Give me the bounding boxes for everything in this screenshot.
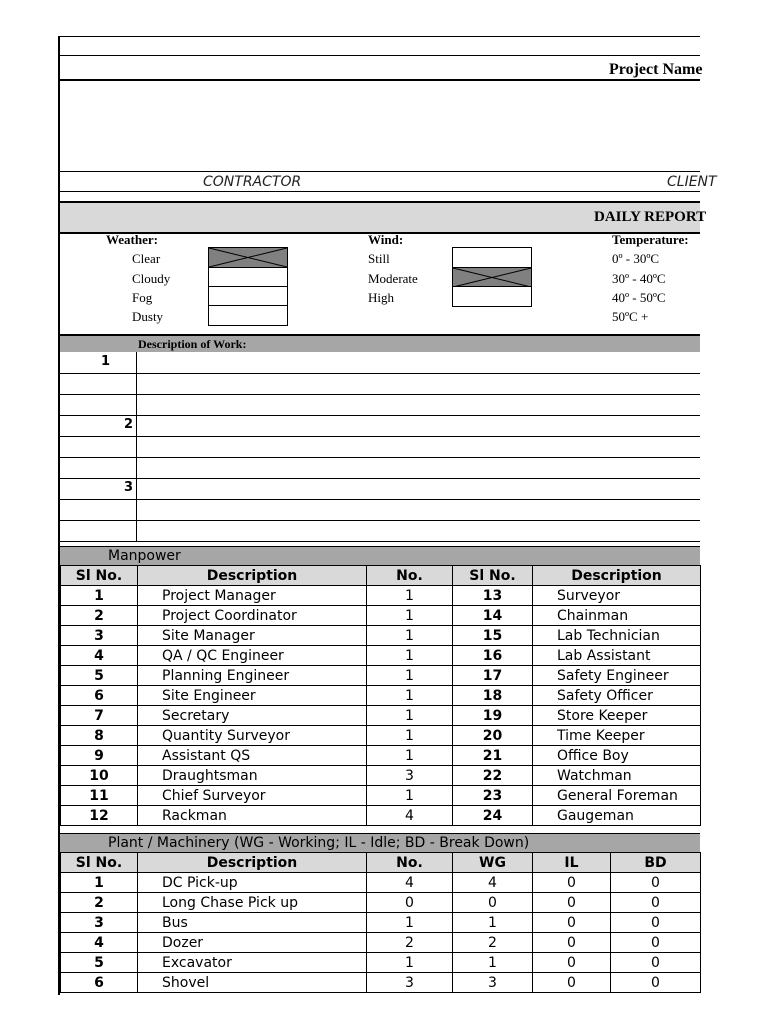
description-cell[interactable]: Gaugeman [533,806,701,826]
temperature-heading: Temperature: [612,232,689,247]
count-cell[interactable]: 1 [367,786,453,806]
work-row[interactable] [60,436,700,458]
work-row[interactable] [60,520,700,542]
description-cell[interactable]: Office Boy [533,746,701,766]
description-cell[interactable]: Assistant QS [138,746,367,766]
description-cell[interactable]: Watchman [533,766,701,786]
description-cell[interactable]: QA / QC Engineer [138,646,367,666]
description-cell[interactable]: Rackman [138,806,367,826]
description-of-work-band [60,334,700,352]
count-cell[interactable]: 1 [367,606,453,626]
count-cell[interactable]: 2 [367,933,453,953]
idle-cell[interactable]: 0 [533,953,611,973]
count-cell[interactable]: 4 [367,873,453,893]
weather-option-fog: Fog [132,290,153,305]
count-cell[interactable]: 1 [367,646,453,666]
description-cell[interactable]: Site Engineer [138,686,367,706]
table-row [61,686,701,706]
table-header-row [61,566,701,586]
description-cell[interactable]: Long Chase Pick up [138,893,367,913]
description-cell[interactable]: Quantity Surveyor [138,726,367,746]
divider [60,79,700,81]
breakdown-cell[interactable]: 0 [611,933,701,953]
sl-no-cell[interactable]: 13 [453,586,533,606]
work-row[interactable] [60,478,700,500]
sl-no-cell[interactable]: 23 [453,786,533,806]
table-row [61,666,701,686]
description-cell[interactable]: Chainman [533,606,701,626]
count-cell[interactable]: 1 [367,726,453,746]
breakdown-cell[interactable]: 0 [611,893,701,913]
table-row [61,913,701,933]
table-row [61,646,701,666]
breakdown-cell[interactable]: 0 [611,913,701,933]
work-item-number: 2 [123,417,133,432]
cross-mark-icon [209,248,287,267]
description-cell[interactable]: Site Manager [138,626,367,646]
client-label: CLIENT [667,174,717,190]
description-cell[interactable]: DC Pick-up [138,873,367,893]
table-row [61,786,701,806]
sl-no-cell[interactable]: 4 [61,933,138,953]
count-cell[interactable]: 1 [367,686,453,706]
description-cell[interactable]: Project Coordinator [138,606,367,626]
sl-no-cell[interactable]: 7 [61,706,138,726]
count-cell[interactable]: 1 [367,626,453,646]
column-header: Description [533,566,701,586]
divider [60,171,700,172]
divider [60,55,700,56]
description-cell[interactable]: Dozer [138,933,367,953]
cross-mark-icon [453,268,531,287]
description-cell[interactable]: Lab Assistant [533,646,701,666]
description-cell[interactable]: Safety Engineer [533,666,701,686]
wind-option-moderate: Moderate [368,271,418,286]
description-of-work-label: Description of Work: [138,337,247,351]
sl-no-cell[interactable]: 6 [61,686,138,706]
manpower-label: Manpower [108,548,181,564]
table-row [61,706,701,726]
weather-option-clear: Clear [132,251,161,266]
table-row [61,893,701,913]
count-cell[interactable]: 1 [367,746,453,766]
weather-option-dusty: Dusty [132,309,164,324]
table-header-row [61,853,701,873]
column-header: BD [611,853,701,873]
table-row [61,973,701,993]
sl-no-cell[interactable]: 2 [61,893,138,913]
column-header: Description [138,853,367,873]
work-item-number: 3 [123,480,133,495]
working-cell[interactable]: 0 [453,893,533,913]
description-cell[interactable]: Bus [138,913,367,933]
sl-no-cell[interactable]: 24 [453,806,533,826]
manpower-band [60,546,700,566]
plant-machinery-table [60,852,701,993]
sl-no-cell[interactable]: 1 [61,586,138,606]
column-header: Sl No. [61,566,138,586]
sl-no-cell[interactable]: 8 [61,726,138,746]
table-row [61,766,701,786]
wind-option-high: High [368,290,394,305]
count-cell[interactable]: 0 [367,893,453,913]
working-cell[interactable]: 1 [453,953,533,973]
sl-no-cell[interactable]: 18 [453,686,533,706]
description-cell[interactable]: Secretary [138,706,367,726]
breakdown-cell[interactable]: 0 [611,873,701,893]
weather-cloudy-checkbox[interactable] [208,267,288,288]
count-cell[interactable]: 1 [367,913,453,933]
divider [60,191,700,192]
description-cell[interactable]: Shovel [138,973,367,993]
weather-clear-checkbox[interactable] [208,247,288,268]
wind-heading: Wind: [368,232,404,247]
description-cell[interactable]: Lab Technician [533,626,701,646]
description-cell[interactable]: Project Manager [138,586,367,606]
description-cell[interactable]: Planning Engineer [138,666,367,686]
idle-cell[interactable]: 0 [533,973,611,993]
sl-no-cell[interactable]: 3 [61,913,138,933]
description-cell[interactable]: General Foreman [533,786,701,806]
column-header: Sl No. [453,566,533,586]
table-row [61,933,701,953]
column-header: No. [367,853,453,873]
idle-cell[interactable]: 0 [533,893,611,913]
sl-no-cell[interactable]: 16 [453,646,533,666]
column-header: IL [533,853,611,873]
sl-no-cell[interactable]: 21 [453,746,533,766]
description-cell[interactable]: Chief Surveyor [138,786,367,806]
manpower-table [60,565,701,826]
column-header: Sl No. [61,853,138,873]
working-cell[interactable]: 1 [453,913,533,933]
count-cell[interactable]: 1 [367,666,453,686]
table-row [61,586,701,606]
weather-option-cloudy: Cloudy [132,271,171,286]
sl-no-cell[interactable]: 2 [61,606,138,626]
table-row [61,726,701,746]
table-row [61,953,701,973]
sl-no-cell[interactable]: 17 [453,666,533,686]
work-row[interactable] [60,352,700,374]
work-row[interactable] [60,499,700,521]
breakdown-cell[interactable]: 0 [611,973,701,993]
breakdown-cell[interactable]: 0 [611,953,701,973]
sl-no-cell[interactable]: 19 [453,706,533,726]
description-cell[interactable]: Safety Officer [533,686,701,706]
work-row[interactable] [60,457,700,479]
wind-moderate-checkbox[interactable] [452,267,532,288]
column-header: No. [367,566,453,586]
plant-machinery-label: Plant / Machinery (WG - Working; IL - Idle; BD - Break Down) [108,835,530,851]
sl-no-cell[interactable]: 5 [61,953,138,973]
sl-no-cell[interactable]: 14 [453,606,533,626]
weather-fog-checkbox[interactable] [208,286,288,307]
work-row[interactable] [60,415,700,437]
work-row[interactable] [60,394,700,416]
description-cell[interactable]: Excavator [138,953,367,973]
count-cell[interactable]: 4 [367,806,453,826]
table-row [61,606,701,626]
description-cell[interactable]: Surveyor [533,586,701,606]
description-cell[interactable]: Time Keeper [533,726,701,746]
working-cell[interactable]: 4 [453,873,533,893]
contractor-label: CONTRACTOR [203,174,302,190]
work-row[interactable] [60,373,700,395]
count-cell[interactable]: 1 [367,706,453,726]
plant-machinery-band [60,833,700,853]
sl-no-cell[interactable]: 4 [61,646,138,666]
description-cell[interactable]: Store Keeper [533,706,701,726]
sl-no-cell[interactable]: 12 [61,806,138,826]
idle-cell[interactable]: 0 [533,913,611,933]
idle-cell[interactable]: 0 [533,873,611,893]
idle-cell[interactable]: 0 [533,933,611,953]
sl-no-cell[interactable]: 10 [61,766,138,786]
weather-dusty-checkbox[interactable] [208,305,288,326]
sl-no-cell[interactable]: 5 [61,666,138,686]
sl-no-cell[interactable]: 9 [61,746,138,766]
count-cell[interactable]: 3 [367,973,453,993]
sl-no-cell[interactable]: 6 [61,973,138,993]
temperature-option: 0º - 30ºC [612,251,660,266]
working-cell[interactable]: 2 [453,933,533,953]
column-header: Description [138,566,367,586]
project-name-label: Project Name [609,61,703,78]
temperature-option: 30º - 40ºC [612,271,666,286]
report-title-band [60,201,707,234]
count-cell[interactable]: 1 [367,586,453,606]
daily-report-sheet [58,36,717,995]
table-row [61,626,701,646]
sl-no-cell[interactable]: 22 [453,766,533,786]
table-row [61,873,701,893]
wind-still-checkbox[interactable] [452,247,532,268]
weather-heading: Weather: [106,232,158,247]
temperature-option: 50ºC + [612,309,649,324]
report-title: DAILY REPORT [594,209,707,225]
sl-no-cell[interactable]: 11 [61,786,138,806]
temperature-option: 40º - 50ºC [612,290,666,305]
sl-no-cell[interactable]: 3 [61,626,138,646]
working-cell[interactable]: 3 [453,973,533,993]
table-row [61,746,701,766]
wind-high-checkbox[interactable] [452,286,532,307]
count-cell[interactable]: 1 [367,953,453,973]
work-item-number: 1 [100,354,110,369]
description-cell[interactable]: Draughtsman [138,766,367,786]
wind-option-still: Still [368,251,390,266]
sl-no-cell[interactable]: 15 [453,626,533,646]
column-header: WG [453,853,533,873]
sl-no-cell[interactable]: 1 [61,873,138,893]
count-cell[interactable]: 3 [367,766,453,786]
table-row [61,806,701,826]
sl-no-cell[interactable]: 20 [453,726,533,746]
